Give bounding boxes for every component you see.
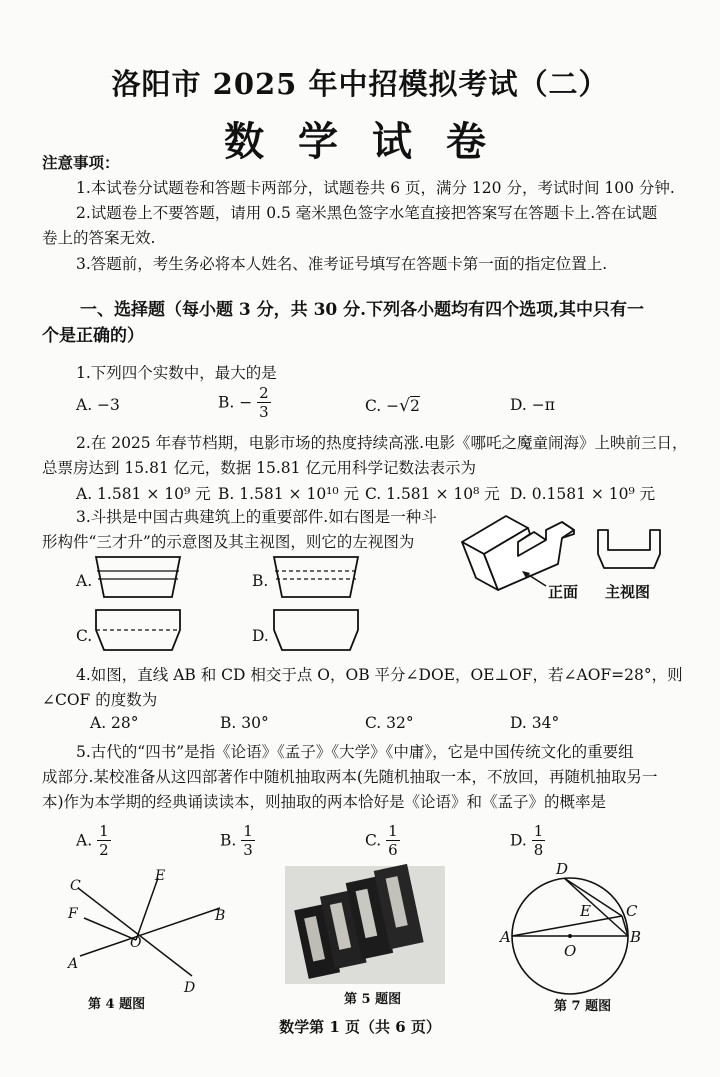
q1-option-b: B. − $\frac{2}{3}$	[218, 384, 269, 421]
q5-option-c: C. $\frac{1}{6}$	[365, 822, 398, 859]
fig7-label-d: D	[556, 860, 569, 878]
fig4-label-e: E	[155, 868, 166, 884]
fig7-label-a: A	[500, 928, 511, 946]
q5-line-2: 成部分.某校准备从这四部著作中随机抽取两本(先随机抽取一本，不放回，再随机抽取另一	[42, 768, 658, 786]
subject-title: 数 学 试 卷	[224, 118, 496, 165]
q2-option-c: C. 1.581 × 10⁸ 元	[365, 485, 500, 503]
page-footer: 数学第 1 页（共 6 页）	[279, 1018, 441, 1036]
q2-option-b: B. 1.581 × 10¹⁰ 元	[218, 485, 360, 503]
q2-line-2: 总票房达到 15.81 亿元，数据 15.81 亿元用科学记数法表示为	[42, 459, 476, 477]
figure-4-caption: 第 4 题图	[88, 997, 146, 1012]
fig7-label-c: C	[626, 902, 638, 920]
q3-option-d-label: D.	[252, 627, 269, 645]
q5-line-3: 本)作为本学期的经典诵读读本，则抽取的两本恰好是《论语》和《孟子》的概率是	[42, 793, 607, 811]
q4-line-1: 4.如图，直线 AB 和 CD 相交于点 O，OB 平分∠DOE，OE⊥OF，若∠AOF=28°，则	[76, 666, 683, 684]
q3-option-a-figure	[94, 555, 184, 599]
q5-option-d: D. $\frac{1}{8}$	[510, 822, 544, 859]
figure-7-caption: 第 7 题图	[554, 999, 612, 1014]
q3-option-a-label: A.	[76, 572, 93, 590]
fig4-label-c: C	[70, 878, 81, 894]
q4-option-a: A. 28°	[90, 714, 139, 732]
q1-option-a: A. −3	[76, 396, 120, 414]
q5-option-a: A. $\frac{1}{2}$	[76, 822, 109, 859]
q2-option-a: A. 1.581 × 10⁹ 元	[76, 485, 211, 503]
notice-item-2-cont: 卷上的答案无效.	[42, 229, 156, 247]
q2-line-1: 2.在 2025 年春节档期，电影市场的热度持续高涨.电影《哪吒之魔童闹海》上映前三日，	[76, 434, 688, 452]
q4-option-d: D. 34°	[510, 714, 560, 732]
exam-title: 洛阳市 2025 年中招模拟考试（二）	[111, 67, 609, 101]
q1-stem: 1.下列四个实数中，最大的是	[76, 364, 277, 382]
q1-b-denominator: 3	[259, 403, 269, 421]
fig7-label-e: E	[580, 902, 591, 920]
q1-option-c: C. −√2	[365, 396, 420, 416]
figure-7	[500, 858, 670, 998]
q1-b-numerator: 2	[259, 384, 269, 402]
fig4-label-d: D	[184, 980, 196, 996]
fig4-label-a: A	[68, 956, 79, 972]
q3-main-view-figure	[596, 528, 662, 570]
notice-item-2: 2.试题卷上不要答题，请用 0.5 毫米黑色签字水笔直接把答案写在答题卡上.答在试题	[76, 204, 658, 222]
front-arrow	[520, 570, 550, 590]
q3-option-c-figure	[94, 608, 184, 652]
q4-option-b: B. 30°	[220, 714, 269, 732]
q4-option-c: C. 32°	[365, 714, 414, 732]
q3-option-b-label: B.	[252, 572, 269, 590]
fig4-label-f: F	[68, 906, 78, 922]
notice-item-1: 1.本试卷分试题卷和答题卡两部分，试题卷共 6 页，满分 120 分，考试时间 100 分钟.	[76, 179, 675, 197]
q1-option-d: D. −π	[510, 396, 555, 414]
q5-option-b: B. $\frac{1}{3}$	[220, 822, 253, 859]
fig7-label-b: B	[630, 928, 642, 946]
q3-line-1: 3.斗拱是中国古典建筑上的重要部件.如右图是一种斗	[76, 508, 437, 526]
main-view-label: 主视图	[605, 583, 651, 601]
fig4-label-o: O	[130, 935, 142, 951]
q3-option-b-figure	[272, 555, 362, 599]
q5-line-1: 5.古代的“四书”是指《论语》《孟子》《大学》《中庸》，它是中国传统文化的重要组	[76, 743, 634, 761]
figure-5-books	[285, 866, 445, 984]
figure-4	[60, 868, 240, 996]
q2-option-d: D. 0.1581 × 10⁹ 元	[510, 485, 656, 503]
figure-5-caption: 第 5 题图	[344, 992, 402, 1007]
q3-option-c-label: C.	[76, 627, 93, 645]
section-heading: 一、选择题（每小题 3 分，共 30 分.下列各小题均有四个选项,其中只有一	[80, 300, 644, 320]
section-heading-cont: 个是正确的）	[42, 326, 144, 346]
notice-heading: 注意事项：	[42, 153, 120, 172]
front-label: 正面	[548, 583, 579, 601]
notice-item-3: 3.答题前，考生务必将本人姓名、准考证号填写在答题卡第一面的指定位置上.	[76, 255, 608, 273]
q3-option-d-figure	[272, 608, 362, 652]
q3-line-2: 形构件“三才升”的示意图及其主视图，则它的左视图为	[42, 533, 415, 551]
fig7-label-o: O	[564, 942, 577, 960]
fig4-label-b: B	[215, 908, 226, 924]
q4-line-2: ∠COF 的度数为	[42, 691, 158, 709]
